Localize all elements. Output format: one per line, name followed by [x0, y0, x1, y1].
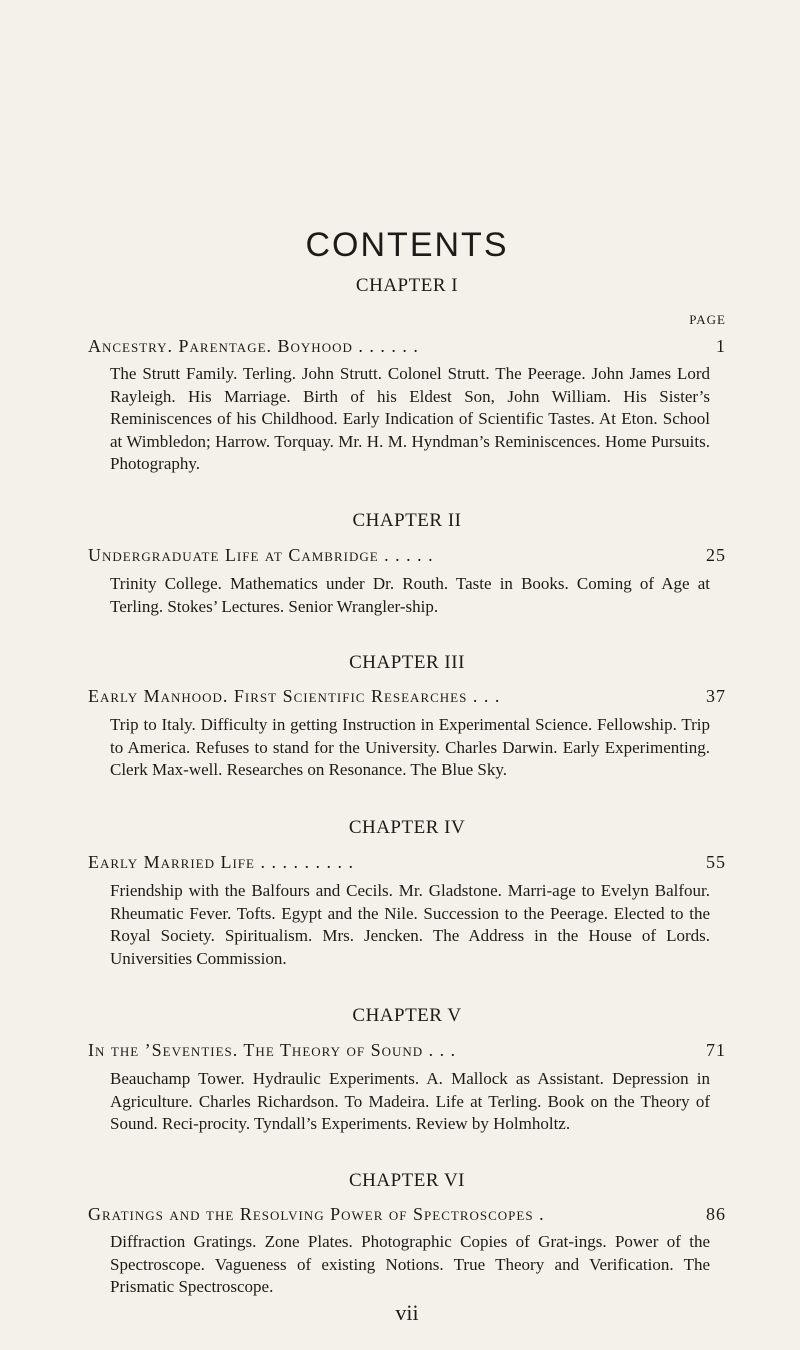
chapter-label: CHAPTER III	[349, 652, 465, 673]
chapter-title	[88, 686, 726, 707]
page-folio: vii	[395, 1300, 419, 1325]
chapter-summary: Trinity College. Mathematics under Dr. Routh. Taste in Books. Coming of Age at Terling. Stokes’ Lectures. Senior Wrangler-ship.	[110, 574, 710, 616]
chapter-title-text: Early Manhood. First Scientific Researches . . .	[88, 686, 501, 706]
chapter-summary: Trip to Italy. Difficulty in getting Instruction in Experimental Science. Fellowship. Trip to America. Refuses to stand for the University. Charles Darwin. Early Experimenting. Clerk Max-well. Researches on Resonance. The Blue Sky.	[110, 715, 710, 779]
chapter-page-number: 71	[706, 1040, 726, 1060]
chapter-title	[88, 545, 726, 566]
chapter-page-number: 55	[706, 852, 726, 872]
chapter-title	[88, 336, 726, 357]
chapter-page-number: 37	[706, 686, 726, 706]
page-title: CONTENTS	[305, 226, 509, 264]
chapter-title-text: Undergraduate Life at Cambridge . . . . .	[88, 545, 434, 565]
chapter-label: CHAPTER II	[352, 510, 462, 531]
chapter-label: CHAPTER V	[352, 1005, 462, 1026]
chapter-title	[88, 1204, 726, 1225]
chapter-page-number: 1	[716, 336, 726, 356]
chapter-summary: The Strutt Family. Terling. John Strutt. Colonel Strutt. The Peerage. John James Lord Rayleigh. His Marriage. Birth of his Eldest Son, John William. His Sister’s Reminiscences of his Childhood. Early Indication of Scientific Tastes. At Eton. School at Wimbledon; Harrow. Torquay. Mr. H. M. Hyndman’s Reminiscences. Home Pursuits. Photography.	[110, 364, 710, 473]
chapter-label: CHAPTER I	[355, 275, 459, 296]
chapter-page-number: 86	[706, 1204, 726, 1224]
chapter-summary: Beauchamp Tower. Hydraulic Experiments. A. Mallock as Assistant. Depression in Agriculture. Charles Richardson. To Madeira. Life at Terling. Book on the Theory of Sound. Reci-procity. Tyndall’s Experiments. Review by Holmholtz.	[110, 1069, 710, 1133]
chapter-title-text: Gratings and the Resolving Power of Spectroscopes .	[88, 1204, 545, 1224]
chapter-summary: Friendship with the Balfours and Cecils. Mr. Gladstone. Marri-age to Evelyn Balfour. Rheumatic Fever. Tofts. Egypt and the Nile. Succession to the Peerage. Elected to the Royal Society. Spiritualism. Mrs. Jencken. The Address in the House of Lords. Universities Commission.	[110, 881, 710, 968]
chapter-title-text: In the ’Seventies. The Theory of Sound . . .	[88, 1040, 457, 1060]
chapter-page-number: 25	[706, 545, 726, 565]
chapter-title	[88, 852, 726, 873]
page-column-label: PAGE	[689, 312, 726, 327]
chapter-label: CHAPTER VI	[348, 1170, 466, 1191]
chapter-summary: Diffraction Gratings. Zone Plates. Photographic Copies of Grat-ings. Power of the Spectroscope. Vagueness of existing Notions. True Theory and Verification. The Prismatic Spectroscope.	[110, 1232, 710, 1296]
chapter-title-text: Ancestry. Parentage. Boyhood . . . . . .	[88, 336, 419, 356]
chapter-title	[88, 1040, 726, 1061]
chapter-title-text: Early Married Life . . . . . . . . .	[88, 852, 354, 872]
chapter-label: CHAPTER IV	[348, 817, 466, 838]
contents-page	[88, 0, 726, 1350]
